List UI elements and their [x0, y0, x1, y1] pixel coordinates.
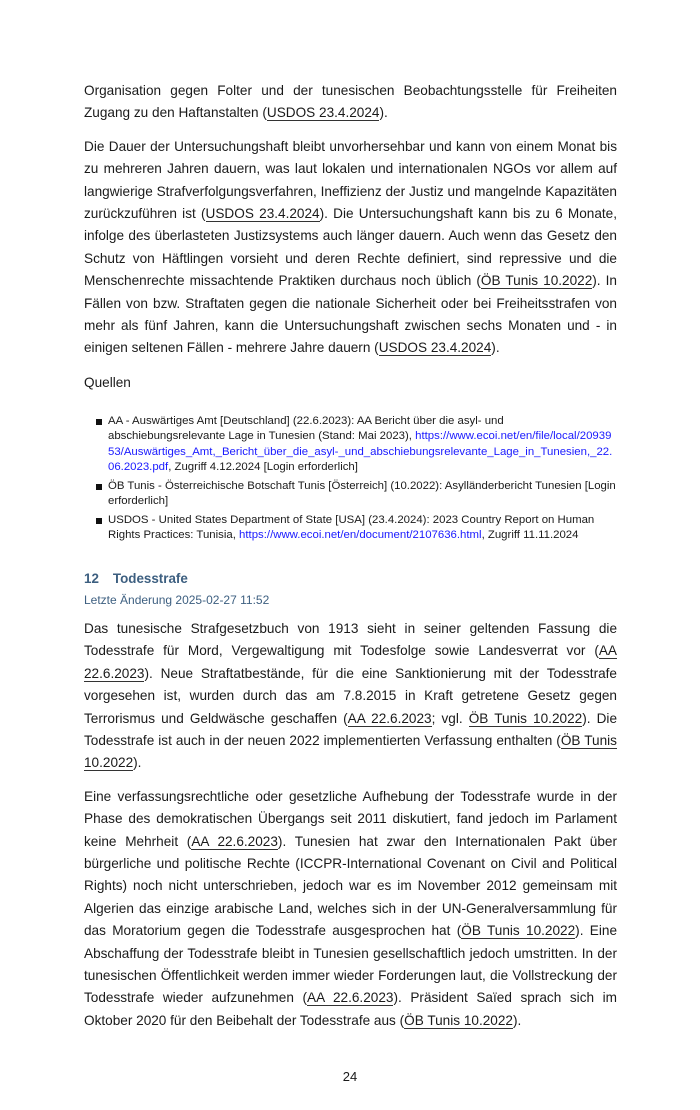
last-changed: Letzte Änderung 2025-02-27 11:52	[84, 592, 270, 607]
section-heading	[84, 570, 617, 588]
paragraph	[84, 786, 617, 1032]
citation-link[interactable]: USDOS 23.4.2024	[266, 105, 380, 121]
source-text: AA - Auswärtiges Amt [Deutschland] (22.6.2023): AA Bericht über die asyl- und abschiebungsrelevante Lage in Tunesien (Stand: Mai 2023),	[108, 414, 504, 443]
source-access-date: , Zugriff 4.12.2024 [Login erforderlich]	[168, 461, 358, 474]
source-item	[96, 479, 617, 510]
citation-link[interactable]: USDOS 23.4.2024	[205, 206, 320, 222]
sources-label: Quellen	[84, 374, 131, 390]
paragraph-text: ; vgl.	[431, 710, 469, 726]
source-url-link[interactable]: https://www.ecoi.net/en/document/2107636.html	[239, 529, 482, 542]
citation-link[interactable]: ÖB Tunis 10.2022	[480, 273, 593, 289]
paragraph-text: ). Eine Abschaffung der Todesstrafe bleibt in Tunesien gesellschaftlich jedoch umstritten. In der tunesischen Öffentlichkeit werden immer wieder Forderungen laut, die Vollstreckung der Todesstrafe wieder aufzunehmen (	[84, 923, 618, 1006]
paragraph	[84, 80, 617, 125]
citation-link[interactable]: AA 22.6.2023	[347, 710, 432, 726]
intro-text	[84, 80, 617, 360]
paragraph-text: Die Dauer der Untersuchungshaft bleibt unvorhersehbar und kann von einem Monat bis zu mehreren Jahren dauern, was laut lokalen und internationalen NGOs vor allem auf langwierige Strafverfolgungsverfahren, Ineffizienz der Justiz und mangelnde Kapazitäten zurückzuführen ist (	[84, 138, 617, 222]
paragraph-text: Organisation gegen Folter und der tunesischen Beobachtungsstelle für Freiheiten Zugang zu den Haftanstalten (	[84, 83, 617, 121]
paragraph-text: ). Die Todesstrafe ist auch in der neuen 2022 implementierten Verfassung enthalten (	[84, 710, 617, 748]
page-number: 24	[342, 1069, 358, 1085]
citation-link[interactable]: USDOS 23.4.2024	[378, 340, 492, 356]
paragraph-text: Eine verfassungsrechtliche oder gesetzliche Aufhebung der Todesstrafe wurde in der Phase des demokratischen Übergangs seit 2011 diskutiert, fand jedoch im Parlament keine Mehrheit (	[84, 788, 617, 849]
citation-link[interactable]: ÖB Tunis 10.2022	[461, 923, 576, 939]
paragraph-text: ). Neue Straftatbestände, für die eine Sanktionierung mit der Todesstrafe vorgesehen ist, wurden durch das am 7.8.2015 in Kraft getretene Gesetz gegen Terrorismus und Geldwäsche geschaffen (	[84, 665, 617, 726]
section-number: 12	[84, 570, 99, 586]
paragraph-text: ).	[133, 755, 142, 771]
section-text	[84, 618, 617, 1032]
paragraph	[84, 136, 617, 360]
paragraph-text: ). Tunesien hat zwar den Internationalen Pakt über bürgerliche und politische Rechte (ICCPR-International Covenant on Civil and Political Rights) noch nicht unterschrieben, jedoch war es im November 2012 gemeinsam mit Algerien das einzige arabische Land, welches sich in der UN-Generalversammlung für das Moratorium gegen die Todesstrafe ausgesprochen hat (	[84, 833, 618, 939]
paragraph-text: ). In Fällen von bzw. Straftaten gegen die nationale Sicherheit oder bei Freiheitsstrafen von mehr als fünf Jahren, kann die Untersuchungshaft zwischen sechs Monaten und - in einigen seltenen Fällen - mehrere Jahre dauern (	[84, 273, 617, 356]
source-item	[96, 513, 617, 544]
paragraph-text: Das tunesische Strafgesetzbuch von 1913 sieht in seiner geltenden Fassung die Todesstrafe für Mord, Vergewaltigung mit Todesfolge sowie Landesverrat vor (	[84, 620, 617, 659]
citation-link[interactable]: AA 22.6.2023	[84, 643, 617, 681]
source-url-link[interactable]: https://www.ecoi.net/en/file/local/2093953/Auswärtiges_Amt,_Bericht_über_die_asyl-_und_abschiebungsrelevante_Lage_in_Tunesien,_22.06.2023.pdf	[108, 430, 613, 474]
paragraph	[84, 618, 617, 775]
paragraph-text: ).	[379, 105, 388, 121]
section-title: Todesstrafe	[112, 570, 188, 586]
paragraph-text: ). Präsident Saïed sprach sich im Oktober 2020 für den Beibehalt der Todesstrafe aus (	[84, 990, 617, 1028]
paragraph-text: ).	[512, 1012, 522, 1028]
sources-list	[84, 414, 617, 544]
source-text: ÖB Tunis - Österreichische Botschaft Tunis [Österreich] (10.2022): Asylländerbericht Tunesien [Login erforderlich]	[108, 479, 616, 508]
citation-link[interactable]: ÖB Tunis 10.2022	[404, 1012, 513, 1028]
citation-link[interactable]: AA 22.6.2023	[307, 990, 394, 1006]
document-page	[84, 0, 617, 1032]
source-item	[96, 414, 617, 476]
paragraph-text: ). Die Untersuchungshaft kann bis zu 6 Monate, infolge des überlasteten Justizsystems auch länger dauern. Auch wenn das Gesetz den Schutz von Häftlingen vorsieht und deren Rechte definiert, sind repressive und die Menschenrechte missachtende Praktiken durchaus noch üblich (	[84, 206, 617, 289]
source-text: USDOS - United States Department of State [USA] (23.4.2024): 2023 Country Report on Human Rights Practices: Tunisia,	[108, 513, 595, 542]
citation-link[interactable]: AA 22.6.2023	[191, 833, 278, 849]
paragraph-text: ).	[491, 340, 500, 356]
source-access-date: , Zugriff 11.11.2024	[481, 529, 579, 542]
citation-link[interactable]: ÖB Tunis 10.2022	[468, 710, 583, 726]
citation-link[interactable]: ÖB Tunis 10.2022	[84, 732, 617, 771]
